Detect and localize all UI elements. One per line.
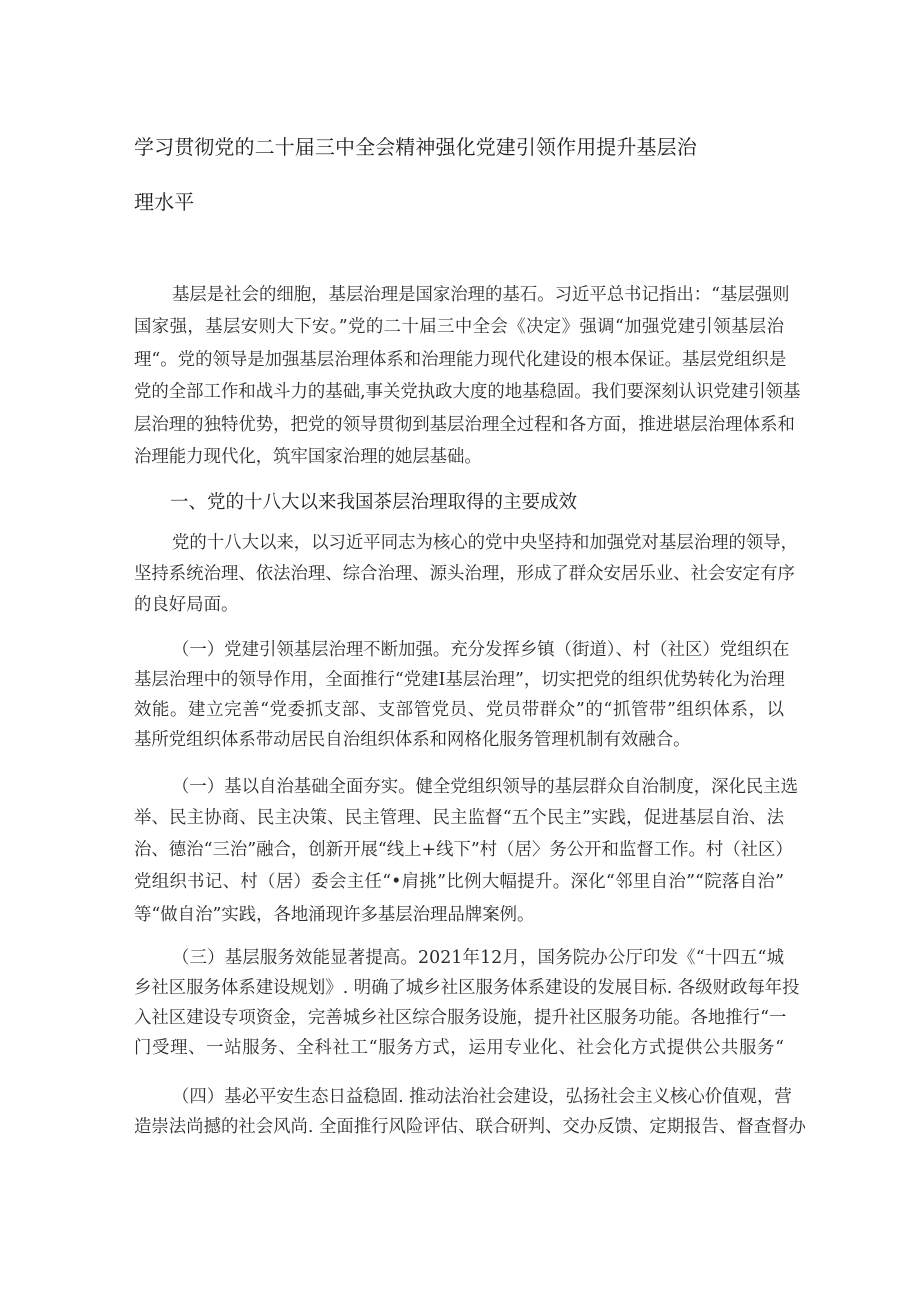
text-line: 党的全部工作和战斗力的基础,事关党执政大度的地基稳固。我们要深刻认识党建引领基 [134, 382, 801, 402]
text-line: 基层是社会的细胞，基层治理是国家治理的基石。习近平总书记指出：“基层强则 [172, 285, 790, 305]
text-line: 的良好局面。 [134, 595, 239, 615]
text-line: 基所党组织体系带动居民自治组织体系和网格化服务管理机制有效融合。 [134, 730, 691, 750]
document-title-line-1: 学习贯彻党的二十届三中全会精神强化党建引领作用提升基层治 [134, 135, 697, 159]
text-line: （三）基层服务效能显著提高。2021年12月，国务院办公厅印发《“十四五“城 [172, 948, 784, 968]
text-line: 效能。建立完善“党委抓支部、支部管党员、党员带群众”的“抓管带”组织体系，以 [134, 700, 784, 720]
document-title-line-2: 理水平 [134, 190, 195, 214]
text-line: 国家强，基层安则大下安。”党的二十届三中全会《决定》强调“加强党建引领基层治 [134, 317, 784, 337]
text-line: 层治理的独特优势，把党的领导贯彻到基层治理全过程和各方面，推进堪层治理体系和 [134, 415, 795, 435]
text-line: 治理能力现代化，筑牢国家治理的她层基础。 [134, 447, 482, 467]
text-line: （四）基必平安生态日益稳固. 推动法治社会建设，弘扬社会主义核心价值观，营 [172, 1087, 792, 1107]
text-line: 坚持系统治理、依法治理、综合治理、源头治理，形成了群众安居乐业、社会安定有序 [134, 564, 795, 584]
text-line: 党组织书记、村（居）委会主任“•肩挑”比例大幅提升。深化“邻里自治”“院落自治” [134, 872, 784, 892]
text-line: 等“做自治”实践，各地涌现许多基层治理品牌案例。 [134, 905, 535, 925]
text-line: 理“。党的领导是加强基层治理体系和治理能力现代化建设的根本保证。基层党组织是 [134, 350, 787, 370]
text-line: 基层治理中的领导作用，全面推行“党建I基层治理”，切实把党的组织优势转化为治理 [134, 670, 785, 690]
section-heading: 一、党的十八大以来我国茶层治理取得的主要成效 [170, 492, 578, 513]
text-line: 党的十八大以来，以习近平同志为核心的党中央坚持和加强党对基层治理的领导， [172, 533, 799, 553]
text-line: 治、德治“三治”融合，创新开展“线上+线下”村（居〉务公开和监督工作。村（社区） [134, 840, 793, 860]
text-line: 造崇法尚撼的社会风尚. 全面推行风险评估、联合研判、交办反馈、定期报告、督查督办 [134, 1117, 806, 1137]
text-line: （一）党建引领基层治理不断加强。充分发挥乡镇（街道）、村（社区）党组织在 [172, 640, 790, 660]
text-line: （一）基以自治基础全面夯实。健全党组织领导的基层群众自治制度，深化民主选 [172, 777, 799, 797]
text-line: 乡社区服务体系建设规划》. 明确了城乡社区服务体系建设的发展目标. 各级财政每年投 [134, 978, 800, 998]
text-line: 门受理、一站服务、全科社工“服务方式，运用专业化、社会化方式提供公共服务“ [134, 1038, 784, 1058]
text-line: 入社区建设专项资金，完善城乡社区综合服务设施，提升社区服务功能。各地推行“一 [134, 1008, 787, 1028]
text-line: 举、民主协商、民主决策、民主管理、民主监督“五个民主”实践，促进基层自治、法 [134, 808, 784, 828]
